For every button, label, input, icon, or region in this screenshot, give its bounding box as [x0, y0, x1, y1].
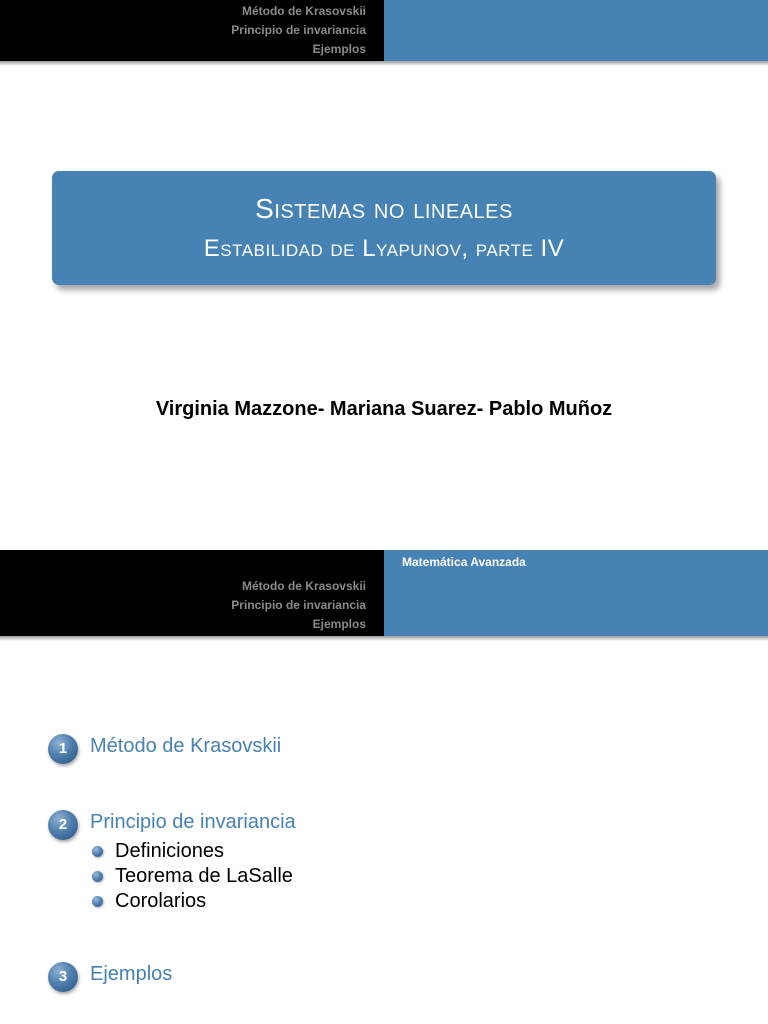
bullet-icon	[92, 871, 103, 882]
outline-item-label: Método de Krasovskii	[90, 735, 282, 757]
nav-item-krasovskii[interactable]: Método de Krasovskii	[241, 4, 366, 18]
section-number-badge: 2	[48, 810, 78, 840]
header-left-panel	[0, 550, 384, 636]
outline-subitem-label: Teorema de LaSalle	[115, 865, 293, 887]
nav-item-ejemplos[interactable]: Ejemplos	[312, 42, 366, 56]
nav-item-invariancia[interactable]: Principio de invariancia	[231, 23, 366, 37]
outline-subitem-label: Definiciones	[115, 840, 224, 862]
slide-header	[0, 0, 768, 61]
section-nav	[231, 2, 366, 59]
nav-item-invariancia[interactable]: Principio de invariancia	[231, 598, 366, 612]
presentation-subtitle: Estabilidad de Lyapunov, parte IV	[203, 235, 565, 262]
outline-subitem-label: Corolarios	[115, 890, 207, 912]
slide-header	[0, 550, 768, 636]
course-title: Matemática Avanzada	[402, 555, 526, 569]
authors: Virginia Mazzone- Mariana Suarez- Pablo Muñoz	[155, 398, 613, 420]
bullet-icon	[92, 896, 103, 907]
header-left-panel	[0, 0, 384, 61]
section-number-badge: 3	[48, 962, 78, 992]
section-nav	[231, 577, 366, 634]
nav-item-ejemplos[interactable]: Ejemplos	[312, 617, 366, 631]
header-right-panel	[384, 0, 768, 61]
outline-item-label: Principio de invariancia	[90, 811, 296, 833]
header-shadow	[0, 636, 768, 641]
section-number-badge: 1	[48, 734, 78, 764]
presentation-title: Sistemas no lineales	[255, 193, 513, 224]
outline-item-label: Ejemplos	[90, 963, 173, 985]
nav-item-krasovskii[interactable]: Método de Krasovskii	[241, 579, 366, 593]
bullet-icon	[92, 846, 103, 857]
title-box	[52, 171, 716, 285]
outline-slide	[0, 550, 768, 1024]
header-right-panel	[384, 550, 768, 636]
header-shadow	[0, 61, 768, 66]
